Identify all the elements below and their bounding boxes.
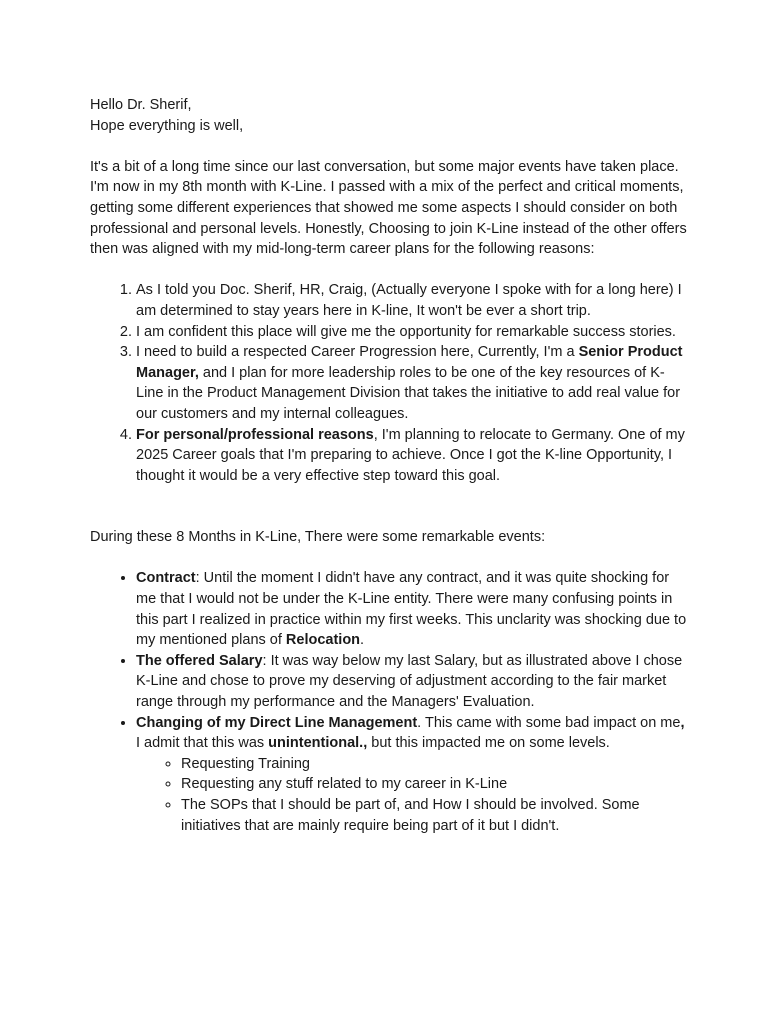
list-item: ◦ The SOPs that I should be part of, and How I should be involved. Some initiatives that are mainly require being part of it but I didn't. bbox=[181, 795, 690, 836]
reason-item: 4. For personal/professional reasons, I'm planning to relocate to Germany. One of my 2025 Career goals that I'm preparing to achieve. Once I got the K-line Opportunity, I thought it would be a very effective step toward this goal. bbox=[136, 425, 690, 487]
event-item-management: • Changing of my Direct Line Management. This came with some bad impact on me, I admit that this was unintentional., but this impacted me on some levels. ◦ Requesting Training ◦ Requesting any stuff related to my career in K-Line ◦ The SOPs that I should be part of, and How I should be involved. Some initiatives that are mainly require being part of it but I didn't. bbox=[136, 713, 690, 837]
list-item: ◦ Requesting Training bbox=[181, 754, 690, 775]
reason-item: 2. I am confident this place will give me the opportunity for remarkable success stories. bbox=[136, 322, 690, 343]
letter-body bbox=[90, 95, 690, 836]
greeting: Hello Dr. Sherif, bbox=[90, 97, 192, 113]
reason-item: 1. As I told you Doc. Sherif, HR, Craig, (Actually everyone I spoke with for a long here) I am determined to stay years here in K-line, It won't be ever a short trip. bbox=[136, 280, 690, 321]
reasons-list bbox=[90, 280, 690, 486]
events-list bbox=[90, 568, 690, 836]
event-item-salary: • The offered Salary: It was way below my last Salary, but as illustrated above I chose K-Line and chose to prove my deserving of adjustment according to the fair market range through my performance and the Managers' Evaluation. bbox=[136, 651, 690, 713]
management-impact-list bbox=[136, 754, 690, 836]
context-paragraph: I'm now in my 8th month with K-Line. I passed with a mix of the perfect and critical moments, getting some different experiences that showed me some aspects I should consider on both professional and personal levels. Honestly, Choosing to join K-Line instead of the other offers then was aligned with my mid-long-term career plans for the following reasons: bbox=[90, 179, 687, 258]
reason-item: 3. I need to build a respected Career Progression here, Currently, I'm a Senior Product Manager, and I plan for more leadership roles to be one of the key resources of K-Line in the Product Management Division that takes the initiative to add real value for our customers and my internal colleagues. bbox=[136, 342, 690, 424]
intro-paragraph: It's a bit of a long time since our last conversation, but some major events have taken place. bbox=[90, 158, 679, 175]
list-item: ◦ Requesting any stuff related to my career in K-Line bbox=[181, 774, 690, 795]
wellwish-line: Hope everything is well, bbox=[90, 117, 244, 134]
events-intro: During these 8 Months in K-Line, There were some remarkable events: bbox=[90, 529, 546, 546]
event-item-contract: • Contract: Until the moment I didn't have any contract, and it was quite shocking for me that I would not be under the K-Line entity. There were many confusing points in this part I realized in practice within my first weeks. This unclarity was shocking due to my mentioned plans of Relocation. bbox=[136, 568, 690, 650]
